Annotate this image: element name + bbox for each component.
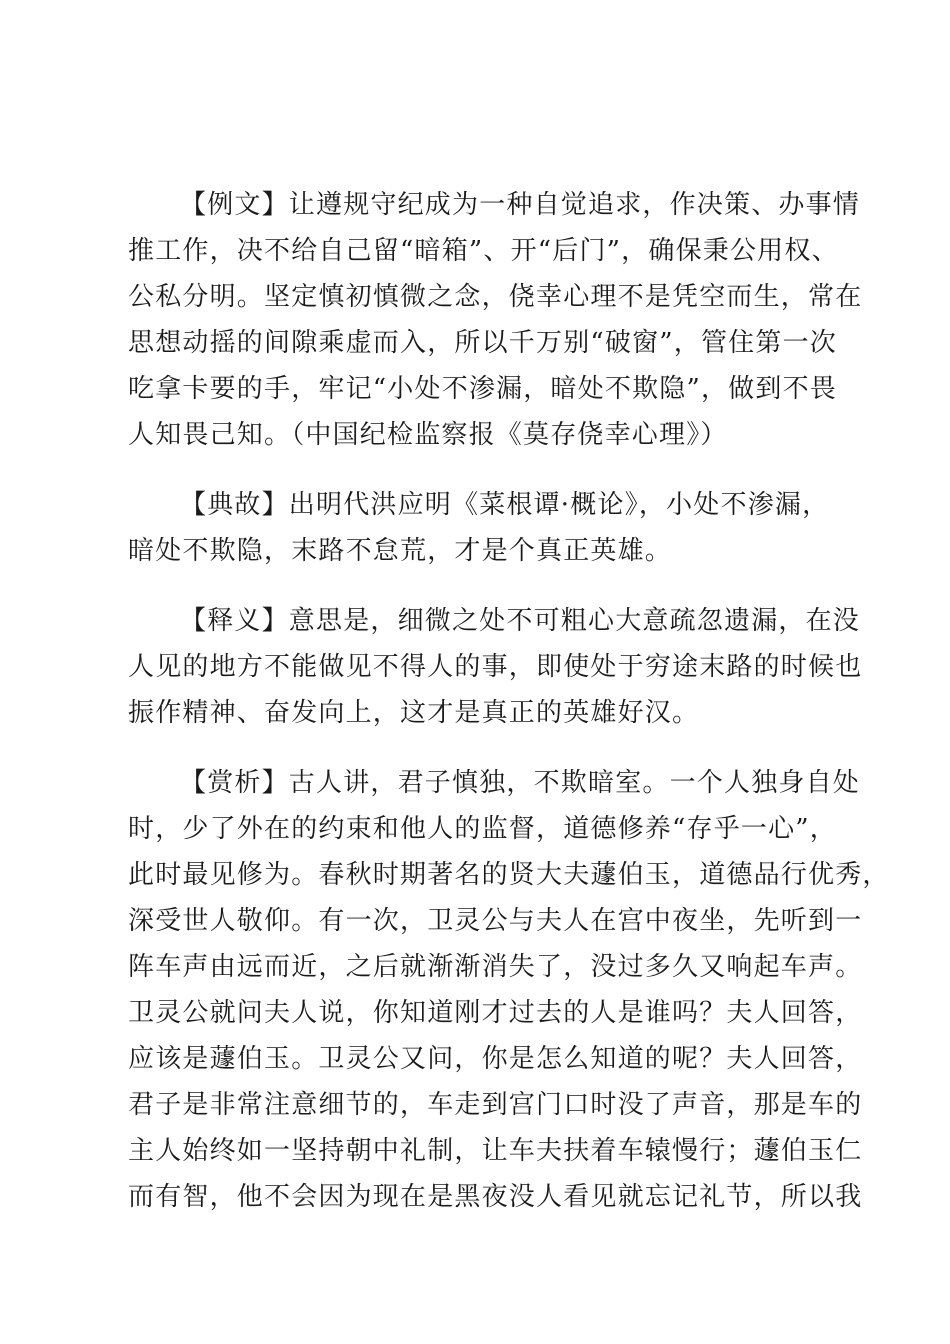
- text-line: 深受世人敬仰。有一次，卫灵公与夫人在宫中夜坐，先听到一: [128, 906, 863, 936]
- text-line: 思想动摇的间隙乘虚而入，所以千万别“破窗”，管住第一次: [128, 328, 837, 358]
- text-line: 吃拿卡要的手，牢记“小处不渗漏，暗处不欺隐”，做到不畏: [128, 374, 837, 404]
- text-line: 【赏析】古人讲，君子慎独，不欺暗室。一个人独身自处: [180, 768, 861, 798]
- text-line: 暗处不欺隐，末路不怠荒，才是个真正英雄。: [128, 536, 673, 566]
- text-line: 推工作，决不给自己留“暗箱”、开“后门”，确保秉公用权、: [128, 236, 839, 266]
- text-line: 主人始终如一坚持朝中礼制，让车夫扶着车辕慢行；蘧伯玉仁: [128, 1136, 863, 1166]
- text-line: 时，少了外在的约束和他人的监督，道德修养“存乎一心”，: [128, 814, 837, 844]
- text-line: 人见的地方不能做见不得人的事，即使处于穷途末路的时候也: [128, 652, 863, 682]
- text-line: 而有智，他不会因为现在是黑夜没人看见就忘记礼节，所以我: [128, 1182, 863, 1212]
- paragraph-allusion: [128, 482, 840, 574]
- text-line: 此时最见修为。春秋时期著名的贤大夫蘧伯玉，道德品行优秀，: [128, 860, 890, 890]
- text-line: 振作精神、奋发向上，这才是真正的英雄好汉。: [128, 698, 700, 728]
- text-line: 阵车声由远而近，之后就渐渐消失了，没过多久又响起车声。: [128, 952, 863, 982]
- text-line: 【释义】意思是，细微之处不可粗心大意疏忽遗漏，在没: [180, 606, 861, 636]
- text-line: 人知畏己知。（中国纪检监察报《莫存侥幸心理》）: [128, 420, 728, 450]
- document-body: [128, 182, 890, 1244]
- text-line: 卫灵公就问夫人说，你知道刚才过去的人是谁吗？夫人回答，: [128, 998, 863, 1028]
- paragraph-meaning: [128, 598, 863, 736]
- text-line: 应该是蘧伯玉。卫灵公又问，你是怎么知道的呢？夫人回答，: [128, 1044, 863, 1074]
- text-line: 公私分明。坚定慎初慎微之念，侥幸心理不是凭空而生，常在: [128, 282, 863, 312]
- text-line: 君子是非常注意细节的，车走到宫门口时没了声音，那是车的: [128, 1090, 863, 1120]
- text-line: 【典故】出明代洪应明《菜根谭·概论》，小处不渗漏，: [180, 490, 830, 520]
- paragraph-example: [128, 182, 863, 458]
- paragraph-appreciation: [128, 760, 890, 1220]
- text-line: 【例文】让遵规守纪成为一种自觉追求，作决策、办事情: [180, 190, 861, 220]
